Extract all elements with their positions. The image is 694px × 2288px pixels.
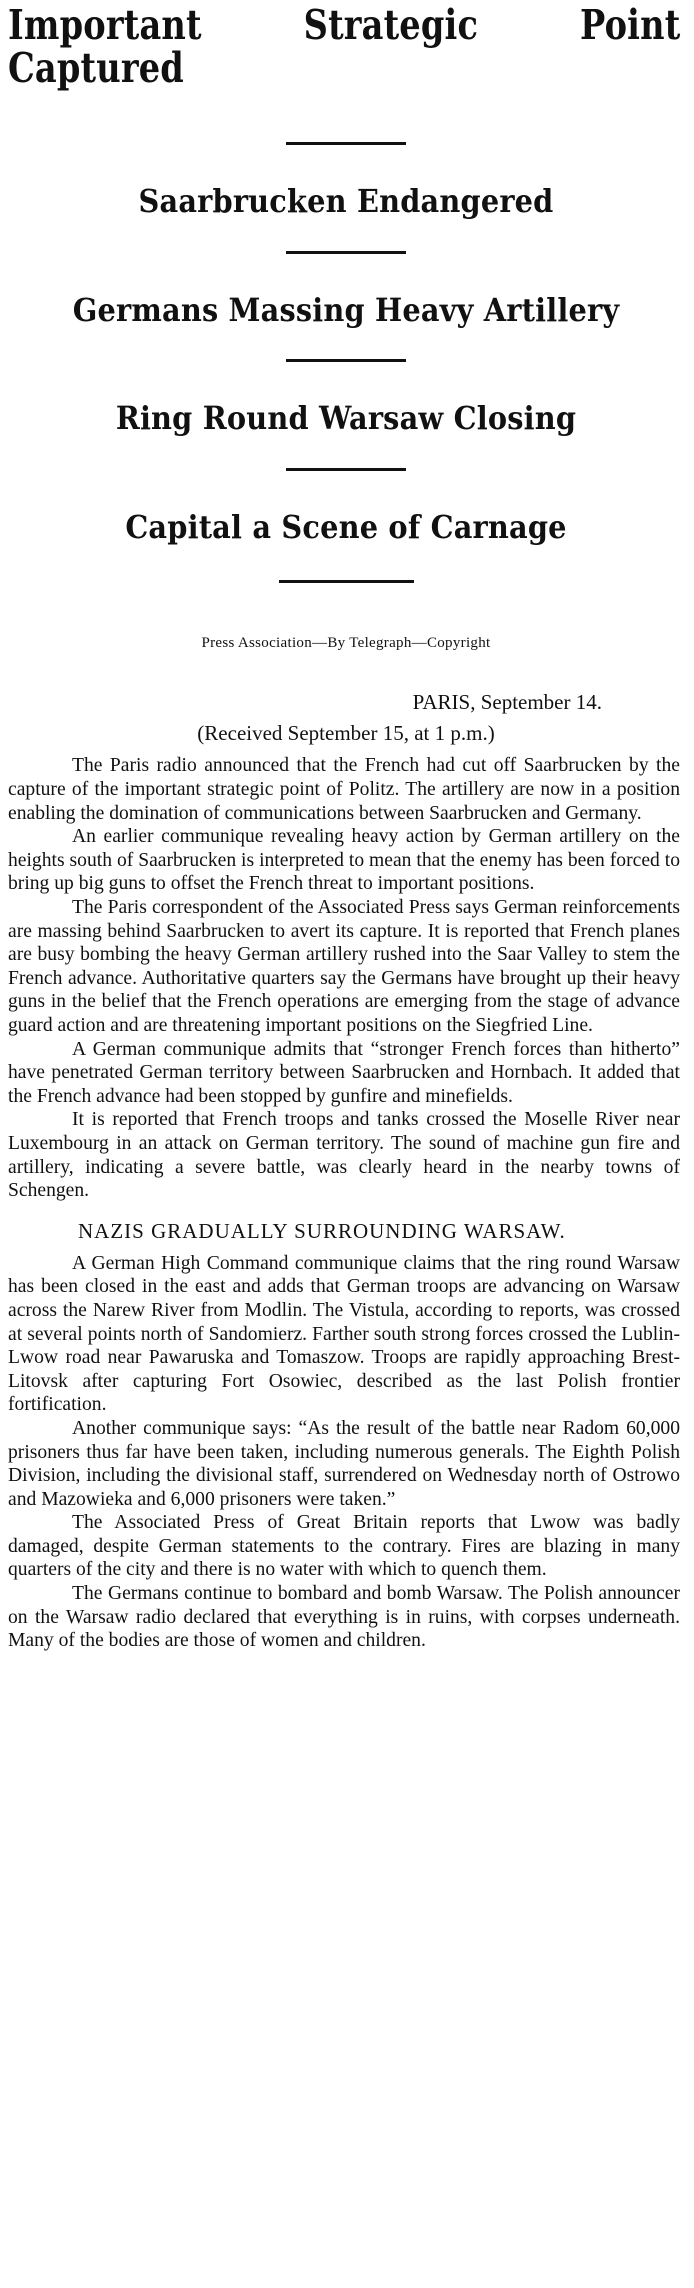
article-paragraph: The Germans continue to bombard and bomb Warsaw. The Polish announcer on the Warsaw radio declared that everything is in ruins, with corpses underneath. Many of the bodies are those of women and children.: [8, 1583, 680, 1652]
article-paragraph: Another communique says: “As the result of the battle near Radom 60,000 prisoners thus far have been taken, including numerous generals. The Eighth Polish Division, including the divisional staff, surrendered on Wednesday north of Ostrowo and Mazowieka and 6,000 prisoners were taken.”: [8, 1417, 680, 1510]
subheadline-warsaw-ring: Ring Round Warsaw Closing: [115, 399, 577, 438]
subheadline-carnage: Capital a Scene of Carnage: [125, 507, 567, 546]
subheadline-artillery: Germans Massing Heavy Artillery: [72, 290, 620, 329]
article-paragraph: It is reported that French troops and tanks crossed the Moselle River near Luxembourg in an attack on German territory. The sound of machine gun fire and artillery, indicating a severe battle, was clearly heard in the nearby towns of Schengen.: [8, 1109, 680, 1202]
article-paragraph: The Paris correspondent of the Associated Press says German reinforcements are massing behind Saarbrucken to avert its capture. It is reported that French planes are busy bombing the heavy German artillery rushed into the Saar Valley to stem the French advance. Authoritative quarters say the Germans have brought up their heavy guns in the belief that the French operations are emerging from the stage of advance guard action and are threatening important positions on the Siegfried Line.: [8, 897, 680, 1036]
article-paragraph: A German High Command communique claims that the ring round Warsaw has been closed in the east and adds that German troops are advancing on Warsaw across the Narew River from Modlin. The Vistula, according to reports, was crossed at several points north of Sandomierz. Farther south strong forces crossed the Lublin-Lwow road near Pawaruska and Tomaszow. Troops are rapidly approaching Brest-Litovsk after capturing Fort Osowiec, described as the last Polish frontier fortification.: [8, 1252, 680, 1416]
article-paragraph: The Paris radio announced that the French had cut off Saarbrucken by the capture of the important strategic point of Politz. The artillery are now in a position enabling the domination of communications between Saarbrucken and Germany.: [8, 755, 680, 824]
article-paragraph: A German communique admits that “stronger French forces than hitherto” have penetrated German territory between Saarbrucken and Hornbach. It added that the French advance had been stopped by gunfire and minefields.: [8, 1038, 680, 1107]
dateline: PARIS, September 14.: [412, 690, 602, 715]
subheadline-saarbrucken: Saarbrucken Endangered: [138, 182, 554, 221]
article-paragraph: An earlier communique revealing heavy action by German artillery on the heights south of Saarbrucken is interpreted to mean that the enemy has been forced to bring up big guns to offset the French threat to important positions.: [8, 826, 680, 895]
received-note: (Received September 15, at 1 p.m.): [197, 721, 495, 746]
article-paragraph: The Associated Press of Great Britain reports that Lwow was badly damaged, despite German statements to the contrary. Fires are blazing in many quarters of the city and there is no water with which to quench them.: [8, 1512, 680, 1581]
main-headline: Important Strategic Point Captured: [8, 1, 681, 93]
press-credit: Press Association—By Telegraph—Copyright: [201, 635, 491, 652]
section-heading: NAZIS GRADUALLY SURROUNDING WARSAW.: [78, 1218, 566, 1243]
